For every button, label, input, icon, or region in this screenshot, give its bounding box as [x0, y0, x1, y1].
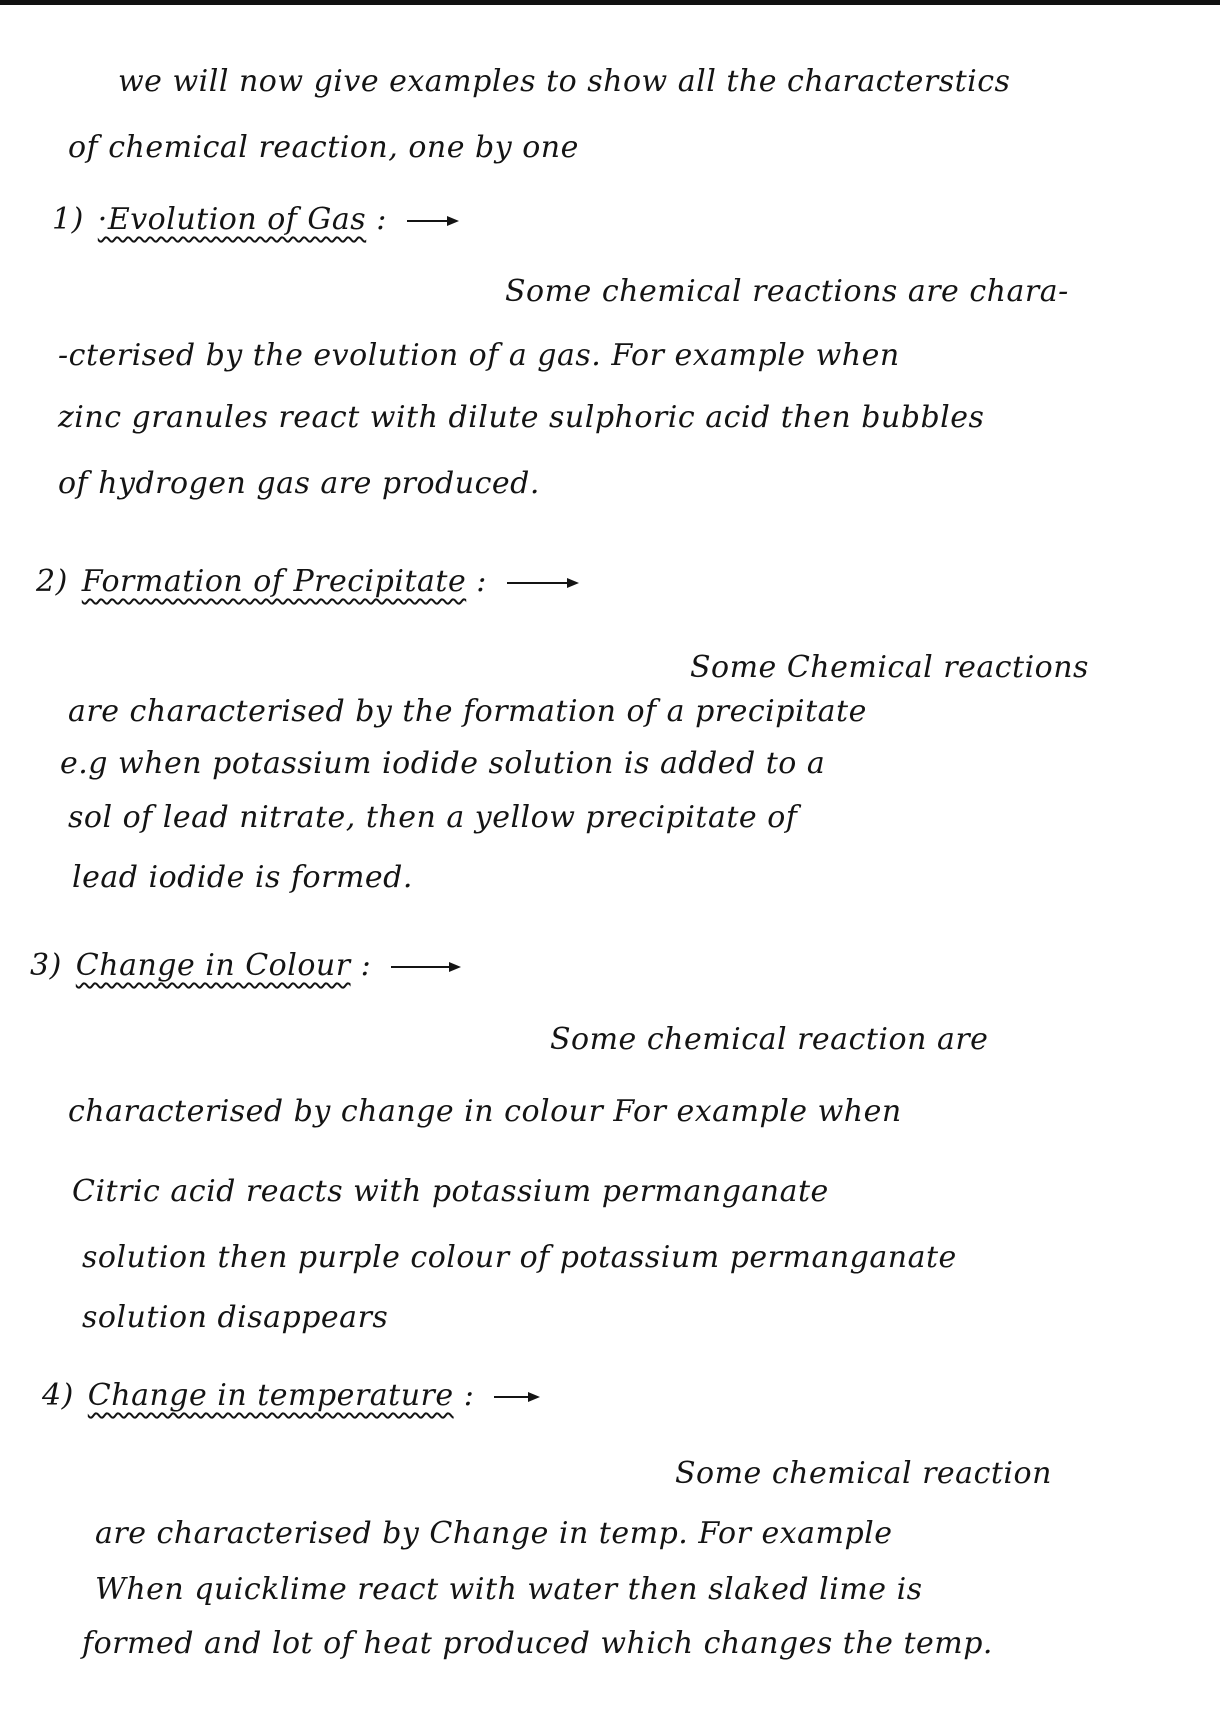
- section-1-heading: [52, 200, 459, 240]
- section-4-line-2: are characterised by Change in temp. For example: [95, 1516, 893, 1551]
- section-2-line-3: e.g when potassium iodide solution is added to a: [60, 746, 826, 781]
- section-2-line-1: Some Chemical reactions: [690, 650, 1089, 685]
- section-title: ·Evolution of Gas: [97, 202, 367, 237]
- section-3-line-3: Citric acid reacts with potassium permanganate: [72, 1174, 829, 1209]
- section-3-line-5: solution disappears: [82, 1300, 389, 1335]
- section-title: Formation of Precipitate: [81, 564, 467, 599]
- section-title: Change in temperature: [87, 1378, 454, 1413]
- intro-line-2: of chemical reaction, one by one: [68, 130, 579, 165]
- section-1-line-3: zinc granules react with dilute sulphoric acid then bubbles: [58, 400, 985, 435]
- section-1-line-2: -cterised by the evolution of a gas. For example when: [58, 338, 900, 373]
- heading-colon: :: [463, 1378, 475, 1413]
- right-arrow-icon: [494, 1390, 540, 1404]
- section-2-heading: [36, 562, 579, 602]
- heading-colon: :: [360, 948, 372, 983]
- heading-colon: :: [376, 202, 387, 237]
- section-2-line-4: sol of lead nitrate, then a yellow precipitate of: [68, 800, 798, 835]
- section-3-heading: [30, 946, 461, 986]
- section-number: 3): [30, 948, 62, 983]
- section-4-line-3: When quicklime react with water then slaked lime is: [95, 1572, 923, 1607]
- section-3-line-1: Some chemical reaction are: [550, 1022, 989, 1057]
- section-2-line-2: are characterised by the formation of a precipitate: [68, 694, 867, 729]
- right-arrow-icon: [407, 214, 459, 228]
- section-4-heading: [42, 1376, 540, 1416]
- section-2-line-5: lead iodide is formed.: [72, 860, 413, 895]
- right-arrow-icon: [391, 960, 461, 974]
- heading-colon: :: [476, 564, 487, 599]
- section-3-line-2: characterised by change in colour For example when: [68, 1094, 902, 1129]
- section-title: Change in Colour: [75, 948, 351, 983]
- section-3-line-4: solution then purple colour of potassium permanganate: [82, 1240, 957, 1275]
- section-4-line-4: formed and lot of heat produced which changes the temp.: [82, 1626, 993, 1661]
- section-1-line-4: of hydrogen gas are produced.: [58, 466, 540, 501]
- section-number: 2): [36, 564, 68, 599]
- right-arrow-icon: [507, 576, 579, 590]
- section-4-line-1: Some chemical reaction: [675, 1456, 1052, 1491]
- top-border: [0, 0, 1220, 5]
- section-number: 1): [52, 202, 84, 237]
- intro-line-1: we will now give examples to show all the characterstics: [118, 64, 1011, 99]
- section-1-line-1: Some chemical reactions are chara-: [505, 274, 1069, 309]
- section-number: 4): [42, 1378, 74, 1413]
